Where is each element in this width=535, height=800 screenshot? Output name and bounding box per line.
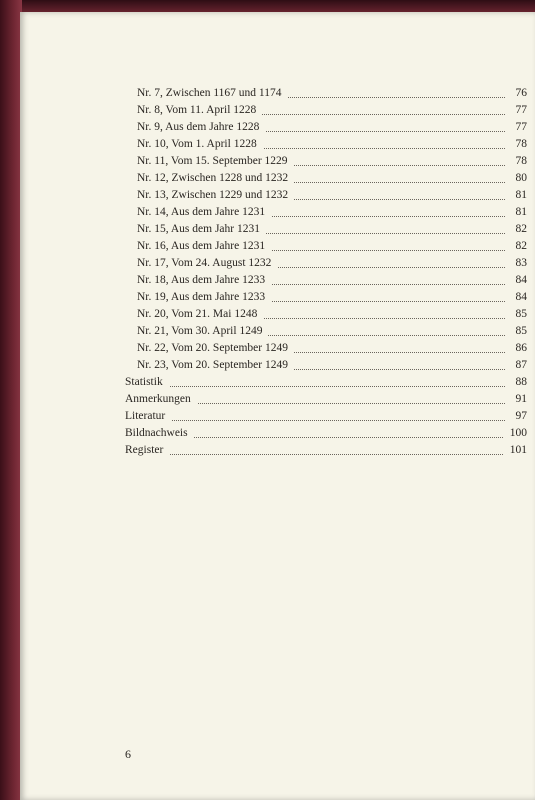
toc-entry: Nr. 13, Zwischen 1229 und 1232 81 [137,187,527,204]
toc-entry: Nr. 10, Vom 1. April 1228 78 [137,136,527,153]
toc-entry: Nr. 7, Zwischen 1167 und 1174 76 [137,85,527,102]
toc-section-bildnachweis: Bildnachweis 100 [125,425,527,442]
table-of-contents [125,85,527,459]
toc-section-anmerkungen: Anmerkungen 91 [125,391,527,408]
toc-entry: Nr. 21, Vom 30. April 1249 85 [137,323,527,340]
toc-entry: Nr. 19, Aus dem Jahre 1233 84 [137,289,527,306]
toc-section-statistik: Statistik 88 [125,374,527,391]
toc-entry: Nr. 20, Vom 21. Mai 1248 85 [137,306,527,323]
book-spine [0,0,22,800]
page-number: 6 [125,747,131,761]
toc-entry: Nr. 12, Zwischen 1228 und 1232 80 [137,170,527,187]
toc-entry: Nr. 15, Aus dem Jahr 1231 82 [137,221,527,238]
toc-entry: Nr. 22, Vom 20. September 1249 86 [137,340,527,357]
toc-entry: Nr. 11, Vom 15. September 1229 78 [137,153,527,170]
toc-section-register: Register 101 [125,442,527,459]
toc-entry: Nr. 18, Aus dem Jahre 1233 84 [137,272,527,289]
toc-entry: Nr. 9, Aus dem Jahre 1228 77 [137,119,527,136]
toc-entry: Nr. 23, Vom 20. September 1249 87 [137,357,527,374]
toc-entry: Nr. 14, Aus dem Jahre 1231 81 [137,204,527,221]
book-page [20,12,535,800]
toc-entry: Nr. 17, Vom 24. August 1232 83 [137,255,527,272]
toc-entry: Nr. 16, Aus dem Jahre 1231 82 [137,238,527,255]
toc-entry: Nr. 8, Vom 11. April 1228 77 [137,102,527,119]
toc-section-literatur: Literatur 97 [125,408,527,425]
